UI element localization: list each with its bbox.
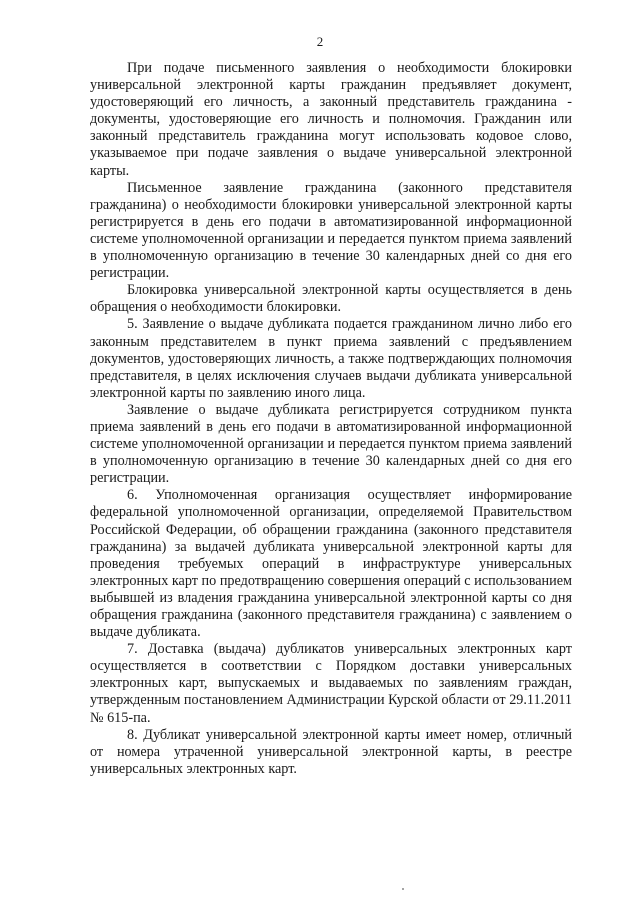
paragraph-item-8: 8. Дубликат универсальной электронной карты имеет номер, отличный от номера утраченной универсальной электронной карты, в реестре универсальных электронных карт. [90,726,572,777]
paragraph-blocking-day: Блокировка универсальной электронной карты осуществляется в день обращения о необходимости блокировки. [90,282,572,316]
document-body [90,60,572,778]
page-number: 2 [316,34,324,49]
paragraph-duplicate-registration: Заявление о выдаче дубликата регистрируется сотрудником пункта приема заявлений в день его подачи в автоматизированной информационной системе уполномоченной организации и передается пунктом приема заявлений в уполномоченную организацию в течение 30 календарных дней со дня его регистрации. [90,401,572,487]
paragraph-item-7: 7. Доставка (выдача) дубликатов универсальных электронных карт осуществляется в соответствии с Порядком доставки универсальных электронных карт, выпускаемых и выдаваемых по заявлениям граждан, утвержденным постановлением Администрации Курской области от 29.11.2011 № 615-па. [90,641,572,726]
paragraph-item-5: 5. Заявление о выдаче дубликата подается гражданином лично либо его законным представителем в пункт приема заявлений с предъявлением документов, удостоверяющих личность, а также подтверждающих полномочия представителя, в целях исключения случаев выдачи дубликата универсальной электронной карты по заявлению иного лица. [90,316,572,401]
paragraph-blocking-registration: Письменное заявление гражданина (законного представителя гражданина) о необходимости блокировки универсальной электронной карты регистрируется в день его подачи в автоматизированной информационной системе уполномоченной организации и передается пунктом приема заявлений в уполномоченную организацию в течение 30 календарных дней со дня его регистрации. [90,179,572,282]
paragraph-item-6: 6. Уполномоченная организация осуществляет информирование федеральной уполномоченной организации, определяемой Правительством Российской Федерации, об обращении гражданина (законного представителя гражданина) за выдачей дубликата универсальной электронной карты для проведения требуемых операций в инфраструктуре универсальных электронных карт по предотвращению совершения операций с использованием выбывшей из владения гражданина универсальной электронной карты со дня обращения гражданина (законного представителя гражданина) с заявлением о выдаче дубликата. [90,487,572,641]
scan-speck [402,888,404,890]
paragraph-blocking-request: При подаче письменного заявления о необходимости блокировки универсальной электронной карты гражданин предъявляет документ, удостоверяющий его личность, а законный представитель гражданина - документы, удостоверяющие его личность и полномочия. Гражданин или законный представитель гражданина могут использовать кодовое слово, указываемое при подаче заявления о выдаче универсальной электронной карты. [90,60,572,179]
